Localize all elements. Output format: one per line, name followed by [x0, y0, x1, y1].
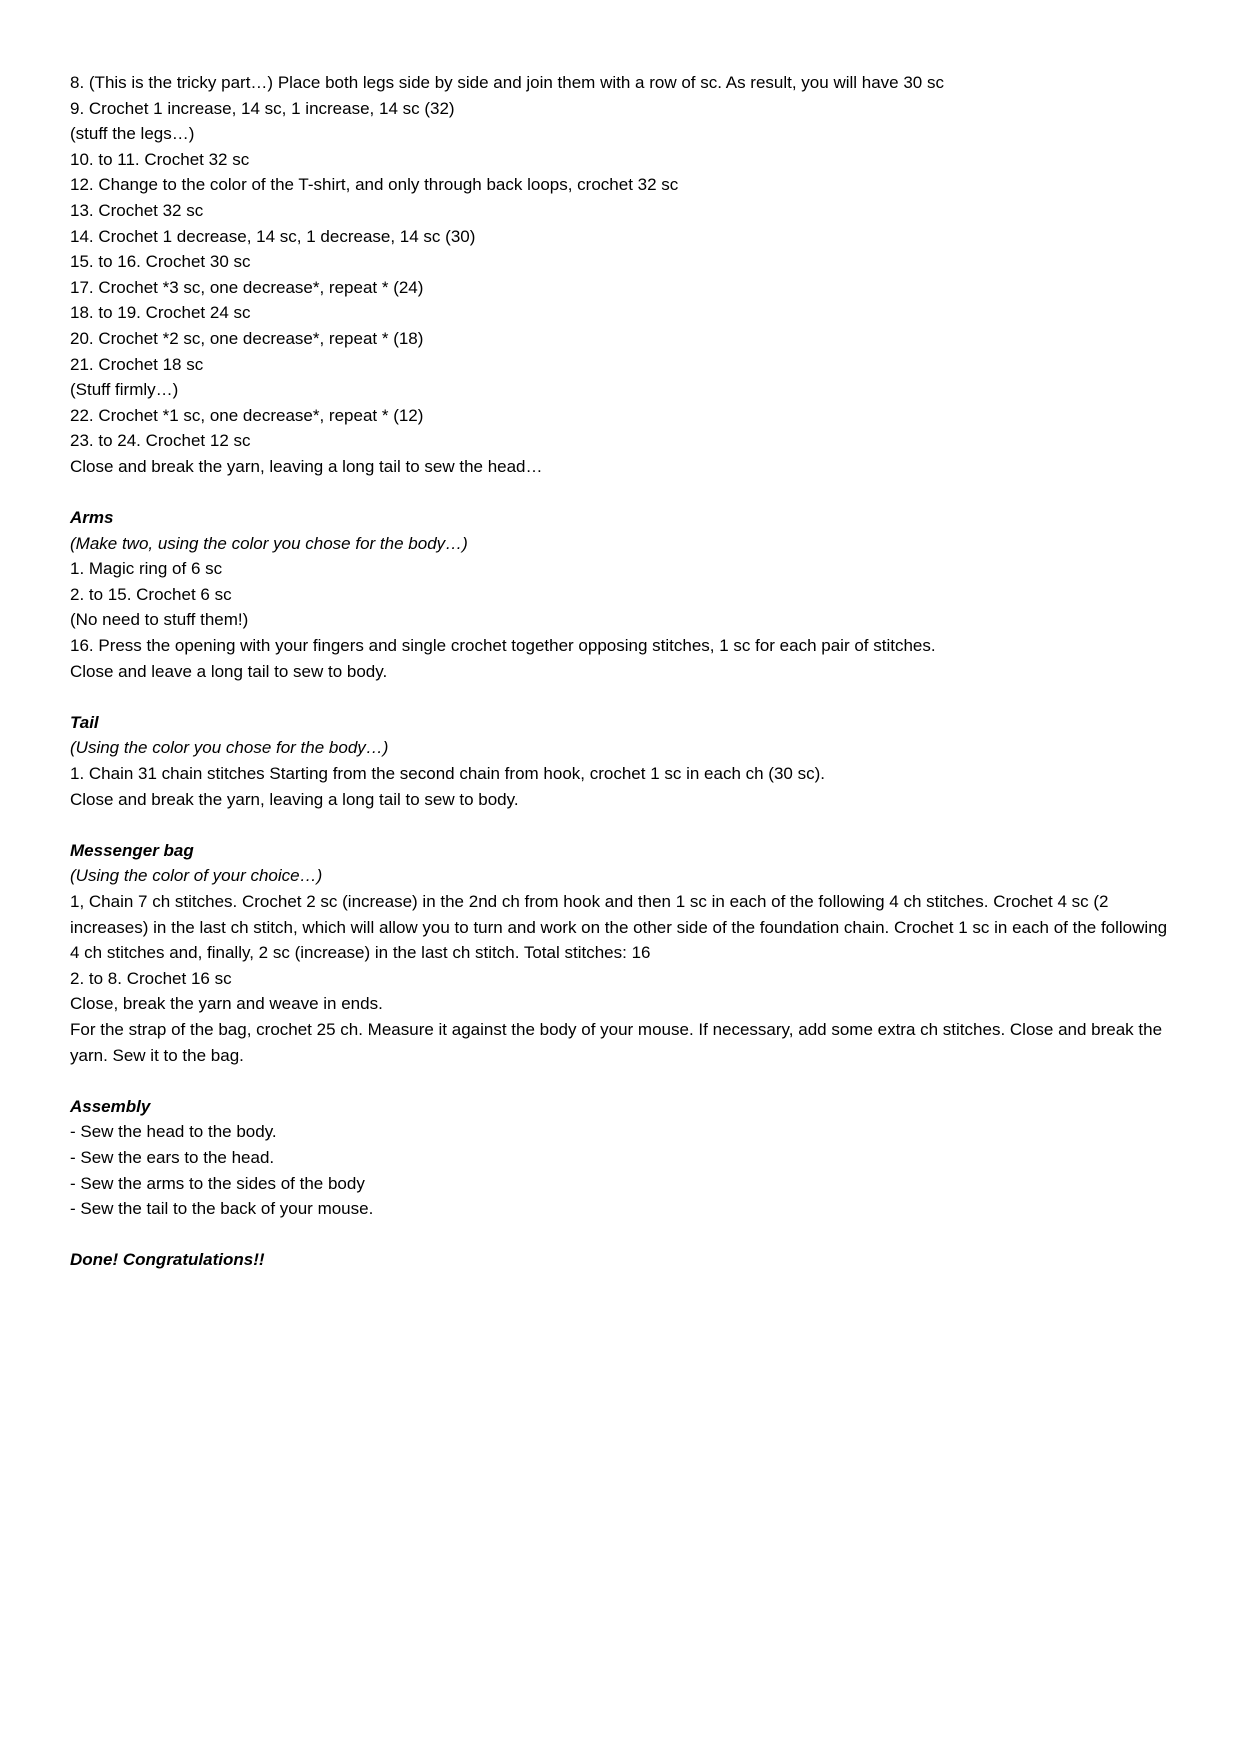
- instruction-line: 13. Crochet 32 sc: [70, 200, 204, 220]
- instruction-line: Close and leave a long tail to sew to body.: [70, 661, 388, 681]
- messenger-bag-note: (Using the color of your choice…): [70, 866, 323, 886]
- instruction-line: Close and break the yarn, leaving a long tail to sew the head…: [70, 456, 543, 476]
- tail-heading: Tail: [70, 712, 99, 732]
- instruction-line: (No need to stuff them!): [70, 610, 249, 630]
- instruction-line: 20. Crochet *2 sc, one decrease*, repeat * (18): [70, 328, 424, 348]
- instruction-paragraph: 1, Chain 7 ch stitches. Crochet 2 sc (increase) in the 2nd ch from hook and then 1 sc in each of the following 4 ch stitches. Crochet 4 sc (2 increases) in the last ch stitch, which will allow you to turn and work on the other side of the foundation chain. Crochet 1 sc in each of the following 4 ch stitches and, finally, 2 sc (increase) in the last ch stitch. Total stitches: 16: [70, 892, 1168, 963]
- tail-note: (Using the color you chose for the body…): [70, 738, 389, 758]
- body-instructions: [70, 70, 1180, 480]
- assembly-step: - Sew the head to the body.: [70, 1122, 277, 1142]
- arms-section: [70, 505, 1180, 684]
- instruction-line: 17. Crochet *3 sc, one decrease*, repeat * (24): [70, 277, 424, 297]
- closing-message: Done! Congratulations!!: [70, 1250, 265, 1270]
- instruction-line: (Stuff firmly…): [70, 380, 179, 400]
- instruction-line: 22. Crochet *1 sc, one decrease*, repeat * (12): [70, 405, 424, 425]
- instruction-line: 8. (This is the tricky part…) Place both legs side by side and join them with a row of sc. As result, you will have 30 sc: [70, 73, 944, 92]
- section-gap: [70, 1222, 1180, 1248]
- section-gap: [70, 812, 1180, 838]
- instruction-line: 10. to 11. Crochet 32 sc: [70, 149, 250, 169]
- instruction-line: 2. to 8. Crochet 16 sc: [70, 968, 232, 988]
- assembly-heading: Assembly: [70, 1096, 151, 1116]
- instruction-line: 15. to 16. Crochet 30 sc: [70, 252, 251, 272]
- instruction-line: 9. Crochet 1 increase, 14 sc, 1 increase, 14 sc (32): [70, 98, 455, 118]
- assembly-step: - Sew the arms to the sides of the body: [70, 1173, 365, 1193]
- tail-section: [70, 710, 1180, 812]
- instruction-paragraph: For the strap of the bag, crochet 25 ch. Measure it against the body of your mouse. If necessary, add some extra ch stitches. Close and break the yarn. Sew it to the bag.: [70, 1019, 1163, 1065]
- messenger-bag-heading: Messenger bag: [70, 840, 194, 860]
- document-page: [70, 70, 1180, 1273]
- assembly-step: - Sew the tail to the back of your mouse.: [70, 1199, 374, 1219]
- instruction-line: 14. Crochet 1 decrease, 14 sc, 1 decrease, 14 sc (30): [70, 226, 476, 246]
- instruction-line: 21. Crochet 18 sc: [70, 354, 204, 374]
- section-gap: [70, 1068, 1180, 1094]
- instruction-line: 12. Change to the color of the T-shirt, and only through back loops, crochet 32 sc: [70, 175, 679, 195]
- arms-heading: Arms: [70, 508, 114, 528]
- assembly-step: - Sew the ears to the head.: [70, 1147, 275, 1167]
- instruction-line: 18. to 19. Crochet 24 sc: [70, 303, 251, 323]
- instruction-line: (stuff the legs…): [70, 124, 195, 144]
- instruction-line: 16. Press the opening with your fingers and single crochet together opposing stitches, 1 sc for each pair of stitches.: [70, 636, 936, 656]
- instruction-line: 1. Magic ring of 6 sc: [70, 559, 223, 579]
- section-gap: [70, 684, 1180, 710]
- instruction-line: Close and break the yarn, leaving a long tail to sew to body.: [70, 789, 519, 809]
- assembly-section: [70, 1094, 1180, 1222]
- section-gap: [70, 480, 1180, 506]
- messenger-bag-section: [70, 838, 1180, 1068]
- instruction-line: 2. to 15. Crochet 6 sc: [70, 584, 232, 604]
- arms-note: (Make two, using the color you chose for the body…): [70, 533, 468, 553]
- instruction-line: 1. Chain 31 chain stitches Starting from the second chain from hook, crochet 1 sc in each ch (30 sc).: [70, 764, 825, 784]
- instruction-line: 23. to 24. Crochet 12 sc: [70, 431, 251, 451]
- instruction-line: Close, break the yarn and weave in ends.: [70, 994, 383, 1014]
